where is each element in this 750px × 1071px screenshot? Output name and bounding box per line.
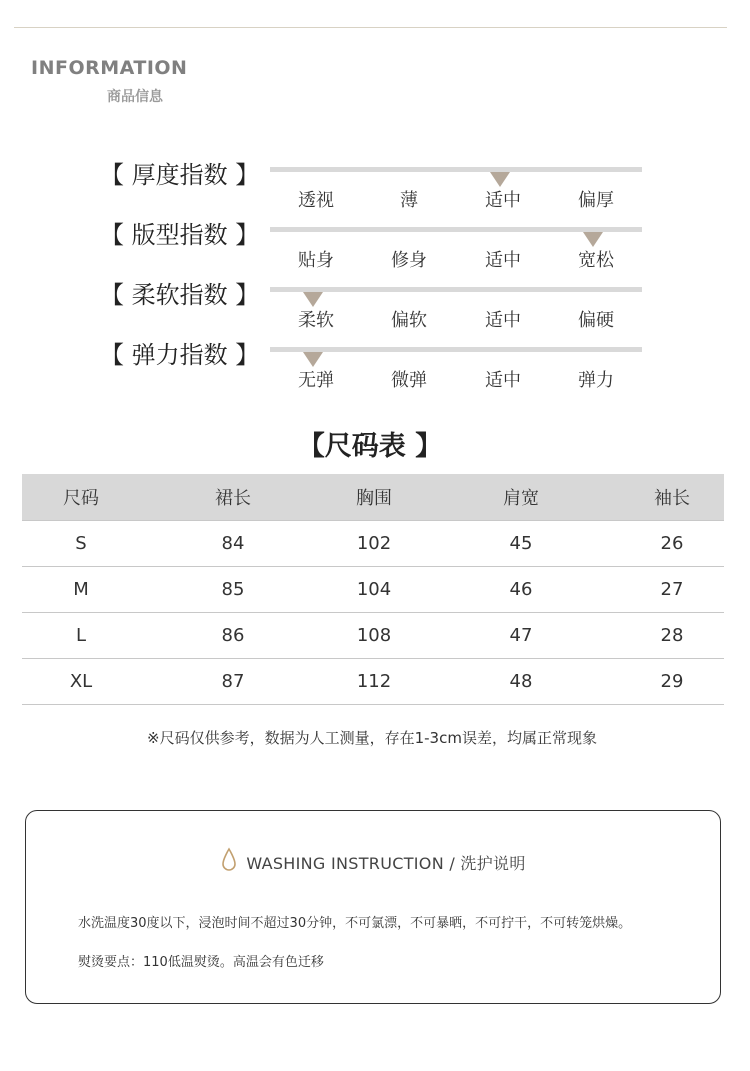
- table-header-cell: 胸围: [326, 474, 422, 521]
- table-cell: 29: [620, 659, 724, 705]
- table-cell: 85: [140, 567, 326, 613]
- table-cell: 84: [140, 521, 326, 567]
- table-cell: 104: [326, 567, 422, 613]
- index-option: 适中: [485, 190, 521, 211]
- index-option: 偏软: [391, 310, 427, 331]
- index-label: 【 弹力指数 】: [100, 341, 260, 369]
- index-scale-bar: [270, 347, 642, 352]
- index-label: 【 厚度指数 】: [100, 161, 260, 189]
- table-row: [22, 521, 724, 567]
- info-title: INFORMATION: [31, 57, 188, 79]
- table-cell: 48: [422, 659, 620, 705]
- table-header-cell: 尺码: [22, 474, 140, 521]
- table-cell: M: [22, 567, 140, 613]
- table-header-cell: 袖长: [620, 474, 724, 521]
- index-row-thickness: [0, 155, 750, 215]
- table-cell: 28: [620, 613, 724, 659]
- table-cell: 86: [140, 613, 326, 659]
- index-marker: [303, 352, 323, 367]
- table-cell: 45: [422, 521, 620, 567]
- index-row-fit: [0, 215, 750, 275]
- table-cell: 26: [620, 521, 724, 567]
- index-row-elasticity: [0, 335, 750, 395]
- table-cell: 112: [326, 659, 422, 705]
- table-row: [22, 567, 724, 613]
- index-option: 微弹: [391, 370, 427, 391]
- table-cell: 47: [422, 613, 620, 659]
- index-option: 适中: [485, 310, 521, 331]
- washing-text-line: 水洗温度30度以下，浸泡时间不超过30分钟，不可氯漂，不可暴晒，不可拧干，不可转笼烘燥。: [78, 916, 632, 931]
- table-row: [22, 659, 724, 705]
- table-cell: XL: [22, 659, 140, 705]
- ironing-text-line: 熨烫要点：110低温熨烫。高温会有色迁移: [78, 955, 324, 970]
- index-marker: [303, 292, 323, 307]
- table-row: [22, 613, 724, 659]
- index-option: 无弹: [298, 370, 334, 391]
- table-cell: 46: [422, 567, 620, 613]
- washing-header: [26, 847, 720, 877]
- index-option: 贴身: [298, 250, 334, 271]
- index-option: 偏硬: [578, 310, 614, 331]
- table-header-cell: 肩宽: [422, 474, 620, 521]
- table-cell: S: [22, 521, 140, 567]
- index-marker: [490, 172, 510, 187]
- table-cell: 27: [620, 567, 724, 613]
- table-cell: 102: [326, 521, 422, 567]
- washing-title: WASHING INSTRUCTION / 洗护说明: [246, 854, 526, 873]
- index-option: 柔软: [298, 310, 334, 331]
- size-chart-title: 【尺码表 】: [297, 431, 443, 462]
- info-subtitle: 商品信息: [107, 89, 163, 105]
- table-cell: 87: [140, 659, 326, 705]
- index-option: 适中: [485, 370, 521, 391]
- table-header-row: [22, 474, 724, 521]
- index-option: 宽松: [578, 250, 614, 271]
- table-header-cell: 裙长: [140, 474, 326, 521]
- index-row-softness: [0, 275, 750, 335]
- index-label: 【 柔软指数 】: [100, 281, 260, 309]
- size-table: [22, 474, 724, 705]
- index-scale-bar: [270, 287, 642, 292]
- index-marker: [583, 232, 603, 247]
- index-option: 修身: [391, 250, 427, 271]
- index-option: 弹力: [578, 370, 614, 391]
- size-note: ※尺码仅供参考，数据为人工测量，存在1-3cm误差，均属正常现象: [147, 729, 597, 747]
- table-cell: 108: [326, 613, 422, 659]
- index-option: 薄: [400, 190, 418, 211]
- index-option: 透视: [298, 190, 334, 211]
- washing-instruction-box: [25, 810, 721, 1004]
- water-drop-icon: [220, 847, 238, 877]
- top-divider: [14, 27, 727, 28]
- index-option: 偏厚: [578, 190, 614, 211]
- table-cell: L: [22, 613, 140, 659]
- index-scale-bar: [270, 167, 642, 172]
- index-label: 【 版型指数 】: [100, 221, 260, 249]
- index-option: 适中: [485, 250, 521, 271]
